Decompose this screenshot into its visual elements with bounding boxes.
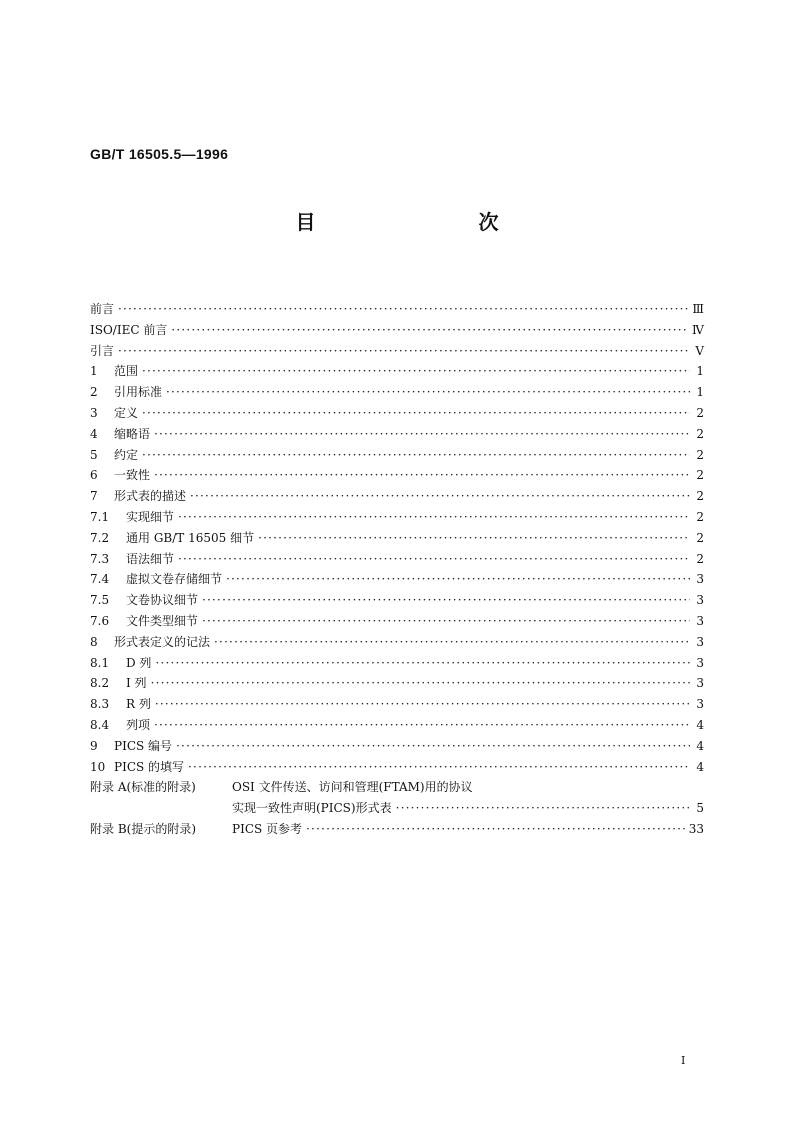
- toc-entry-label: 引言: [90, 343, 115, 358]
- toc-entry-page: 2: [696, 426, 704, 441]
- toc-entry-number: 4: [90, 426, 98, 441]
- leader-dots: [154, 718, 690, 732]
- toc-entry[interactable]: [90, 446, 704, 467]
- toc-entry[interactable]: [90, 737, 704, 758]
- toc-entry-appendix-a[interactable]: [90, 778, 704, 799]
- appendix-a-title-line1: OSI 文件传送、访问和管理(FTAM)用的协议: [232, 780, 473, 795]
- toc-entry-label: ISO/IEC 前言: [90, 322, 168, 337]
- appendix-a-page: 5: [696, 801, 704, 816]
- leader-dots: [154, 468, 690, 482]
- toc-entry[interactable]: [90, 570, 704, 591]
- appendix-b-page: 33: [688, 821, 704, 836]
- toc-entry-number: 7.5: [90, 593, 110, 608]
- table-of-contents: [90, 300, 704, 841]
- toc-entry-label: 通用 GB/T 16505 细节: [126, 530, 255, 545]
- leader-dots: [142, 406, 690, 420]
- toc-entry-label: 列项: [126, 717, 151, 732]
- toc-entry-label: 引用标准: [114, 385, 163, 400]
- toc-entry-number: 1: [90, 364, 98, 379]
- toc-entry-number: 8.3: [90, 697, 110, 712]
- toc-entry-page: 3: [696, 697, 704, 712]
- leader-dots: [396, 801, 690, 815]
- toc-entry[interactable]: [90, 591, 704, 612]
- page-title: 目 次: [295, 210, 551, 234]
- toc-entry[interactable]: [90, 383, 704, 404]
- toc-entry[interactable]: [90, 758, 704, 779]
- appendix-a-heading: 附录 A(标准的附录): [90, 780, 196, 795]
- toc-entry-page: Ⅳ: [692, 322, 704, 337]
- toc-entry-label: 形式表定义的记法: [114, 634, 211, 649]
- leader-dots: [178, 552, 690, 566]
- toc-entry-page: 3: [696, 676, 704, 691]
- toc-entry-label: R 列: [126, 697, 151, 712]
- leader-dots: [202, 614, 690, 628]
- toc-entry[interactable]: [90, 529, 704, 550]
- toc-entry[interactable]: [90, 674, 704, 695]
- toc-entry-label: 定义: [114, 405, 139, 420]
- appendix-a-title-line2: 实现一致性声明(PICS)形式表: [232, 801, 392, 816]
- toc-entry-page: 2: [696, 551, 704, 566]
- toc-entry[interactable]: [90, 466, 704, 487]
- toc-entry-number: 7.3: [90, 551, 110, 566]
- toc-entry-number: 7.1: [90, 509, 110, 524]
- toc-entry-page: 3: [696, 613, 704, 628]
- toc-entry-number: 10: [90, 759, 106, 774]
- toc-entry-label: 文卷协议细节: [126, 593, 199, 608]
- toc-entry-label: 形式表的描述: [114, 489, 187, 504]
- toc-entry[interactable]: [90, 342, 704, 363]
- toc-entry-label: 虚拟文卷存储细节: [126, 572, 223, 587]
- leader-dots: [226, 572, 690, 586]
- leader-dots: [202, 593, 690, 607]
- leader-dots: [178, 510, 690, 524]
- page-number: I: [681, 1054, 686, 1067]
- toc-entry-page: 3: [696, 593, 704, 608]
- toc-entry-label: 文件类型细节: [126, 613, 199, 628]
- toc-entry-number: 8.2: [90, 676, 110, 691]
- toc-entry-page: 2: [696, 509, 704, 524]
- toc-entry-label: 语法细节: [126, 551, 175, 566]
- toc-entry-page: 3: [696, 655, 704, 670]
- toc-entry-number: 3: [90, 405, 98, 420]
- toc-entry[interactable]: [90, 300, 704, 321]
- appendix-b-title: PICS 页参考: [232, 821, 303, 836]
- toc-entry[interactable]: [90, 404, 704, 425]
- leader-dots: [171, 323, 688, 337]
- toc-entry-label: 实现细节: [126, 509, 175, 524]
- leader-dots: [142, 448, 690, 462]
- toc-entry-page: 2: [696, 530, 704, 545]
- toc-entry[interactable]: [90, 425, 704, 446]
- toc-entry[interactable]: [90, 321, 704, 342]
- toc-entry-label: 一致性: [114, 468, 151, 483]
- toc-entry-number: 8.1: [90, 655, 110, 670]
- toc-entry-label: 前言: [90, 302, 115, 316]
- toc-entry-number: 6: [90, 468, 98, 483]
- toc-entry-number: 7.4: [90, 572, 110, 587]
- appendix-b-heading: 附录 B(提示的附录): [90, 821, 196, 836]
- leader-dots: [155, 697, 690, 711]
- toc-entry-page: 2: [696, 405, 704, 420]
- toc-entry[interactable]: [90, 654, 704, 675]
- leader-dots: [118, 302, 688, 316]
- toc-entry-page: 4: [696, 759, 704, 774]
- toc-entry-number: 8.4: [90, 717, 110, 732]
- leader-dots: [151, 676, 690, 690]
- toc-entry[interactable]: [90, 716, 704, 737]
- toc-entry[interactable]: [90, 508, 704, 529]
- toc-entry-number: 7.6: [90, 613, 110, 628]
- toc-entry[interactable]: [90, 633, 704, 654]
- toc-entry-label: PICS 编号: [114, 738, 173, 753]
- toc-entry[interactable]: [90, 362, 704, 383]
- leader-dots: [258, 531, 690, 545]
- leader-dots: [155, 656, 690, 670]
- toc-entry-number: 2: [90, 385, 98, 400]
- toc-entry-page: 1: [696, 385, 704, 400]
- toc-entry-page: 2: [696, 489, 704, 504]
- toc-entry-page: 4: [696, 738, 704, 753]
- leader-dots: [306, 822, 685, 836]
- toc-entry[interactable]: [90, 695, 704, 716]
- toc-entry-number: 9: [90, 738, 98, 753]
- toc-entry-label: 范围: [114, 364, 139, 379]
- toc-entry-appendix-b[interactable]: [90, 820, 704, 841]
- leader-dots: [118, 344, 690, 358]
- leader-dots: [190, 489, 690, 503]
- toc-entry-number: 8: [90, 634, 98, 649]
- toc-entry-page: 4: [696, 717, 704, 732]
- toc-entry-page: 3: [696, 572, 704, 587]
- leader-dots: [176, 739, 690, 753]
- leader-dots: [214, 635, 690, 649]
- toc-entry[interactable]: [90, 550, 704, 571]
- leader-dots: [188, 760, 690, 774]
- toc-entry-page: 2: [696, 447, 704, 462]
- toc-entry-number: 7.2: [90, 530, 110, 545]
- toc-entry-label: I 列: [126, 676, 147, 691]
- toc-entry-label: D 列: [126, 655, 152, 670]
- toc-entry[interactable]: [90, 612, 704, 633]
- toc-entry-label: 约定: [114, 447, 139, 462]
- toc-entry-page: Ⅲ: [692, 302, 704, 316]
- toc-entry-label: PICS 的填写: [114, 759, 185, 774]
- toc-entry[interactable]: [90, 487, 704, 508]
- toc-entry-label: 缩略语: [114, 426, 151, 441]
- toc-entry-appendix-a-cont[interactable]: [90, 799, 704, 820]
- standard-code: GB/T 16505.5—1996: [90, 146, 229, 162]
- toc-entry-number: 7: [90, 489, 98, 504]
- toc-entry-page: 3: [696, 634, 704, 649]
- toc-entry-page: Ⅴ: [695, 343, 704, 358]
- toc-entry-page: 2: [696, 468, 704, 483]
- toc-entry-page: 1: [696, 364, 704, 379]
- toc-entry-number: 5: [90, 447, 98, 462]
- leader-dots: [142, 364, 690, 378]
- leader-dots: [154, 427, 690, 441]
- leader-dots: [166, 385, 690, 399]
